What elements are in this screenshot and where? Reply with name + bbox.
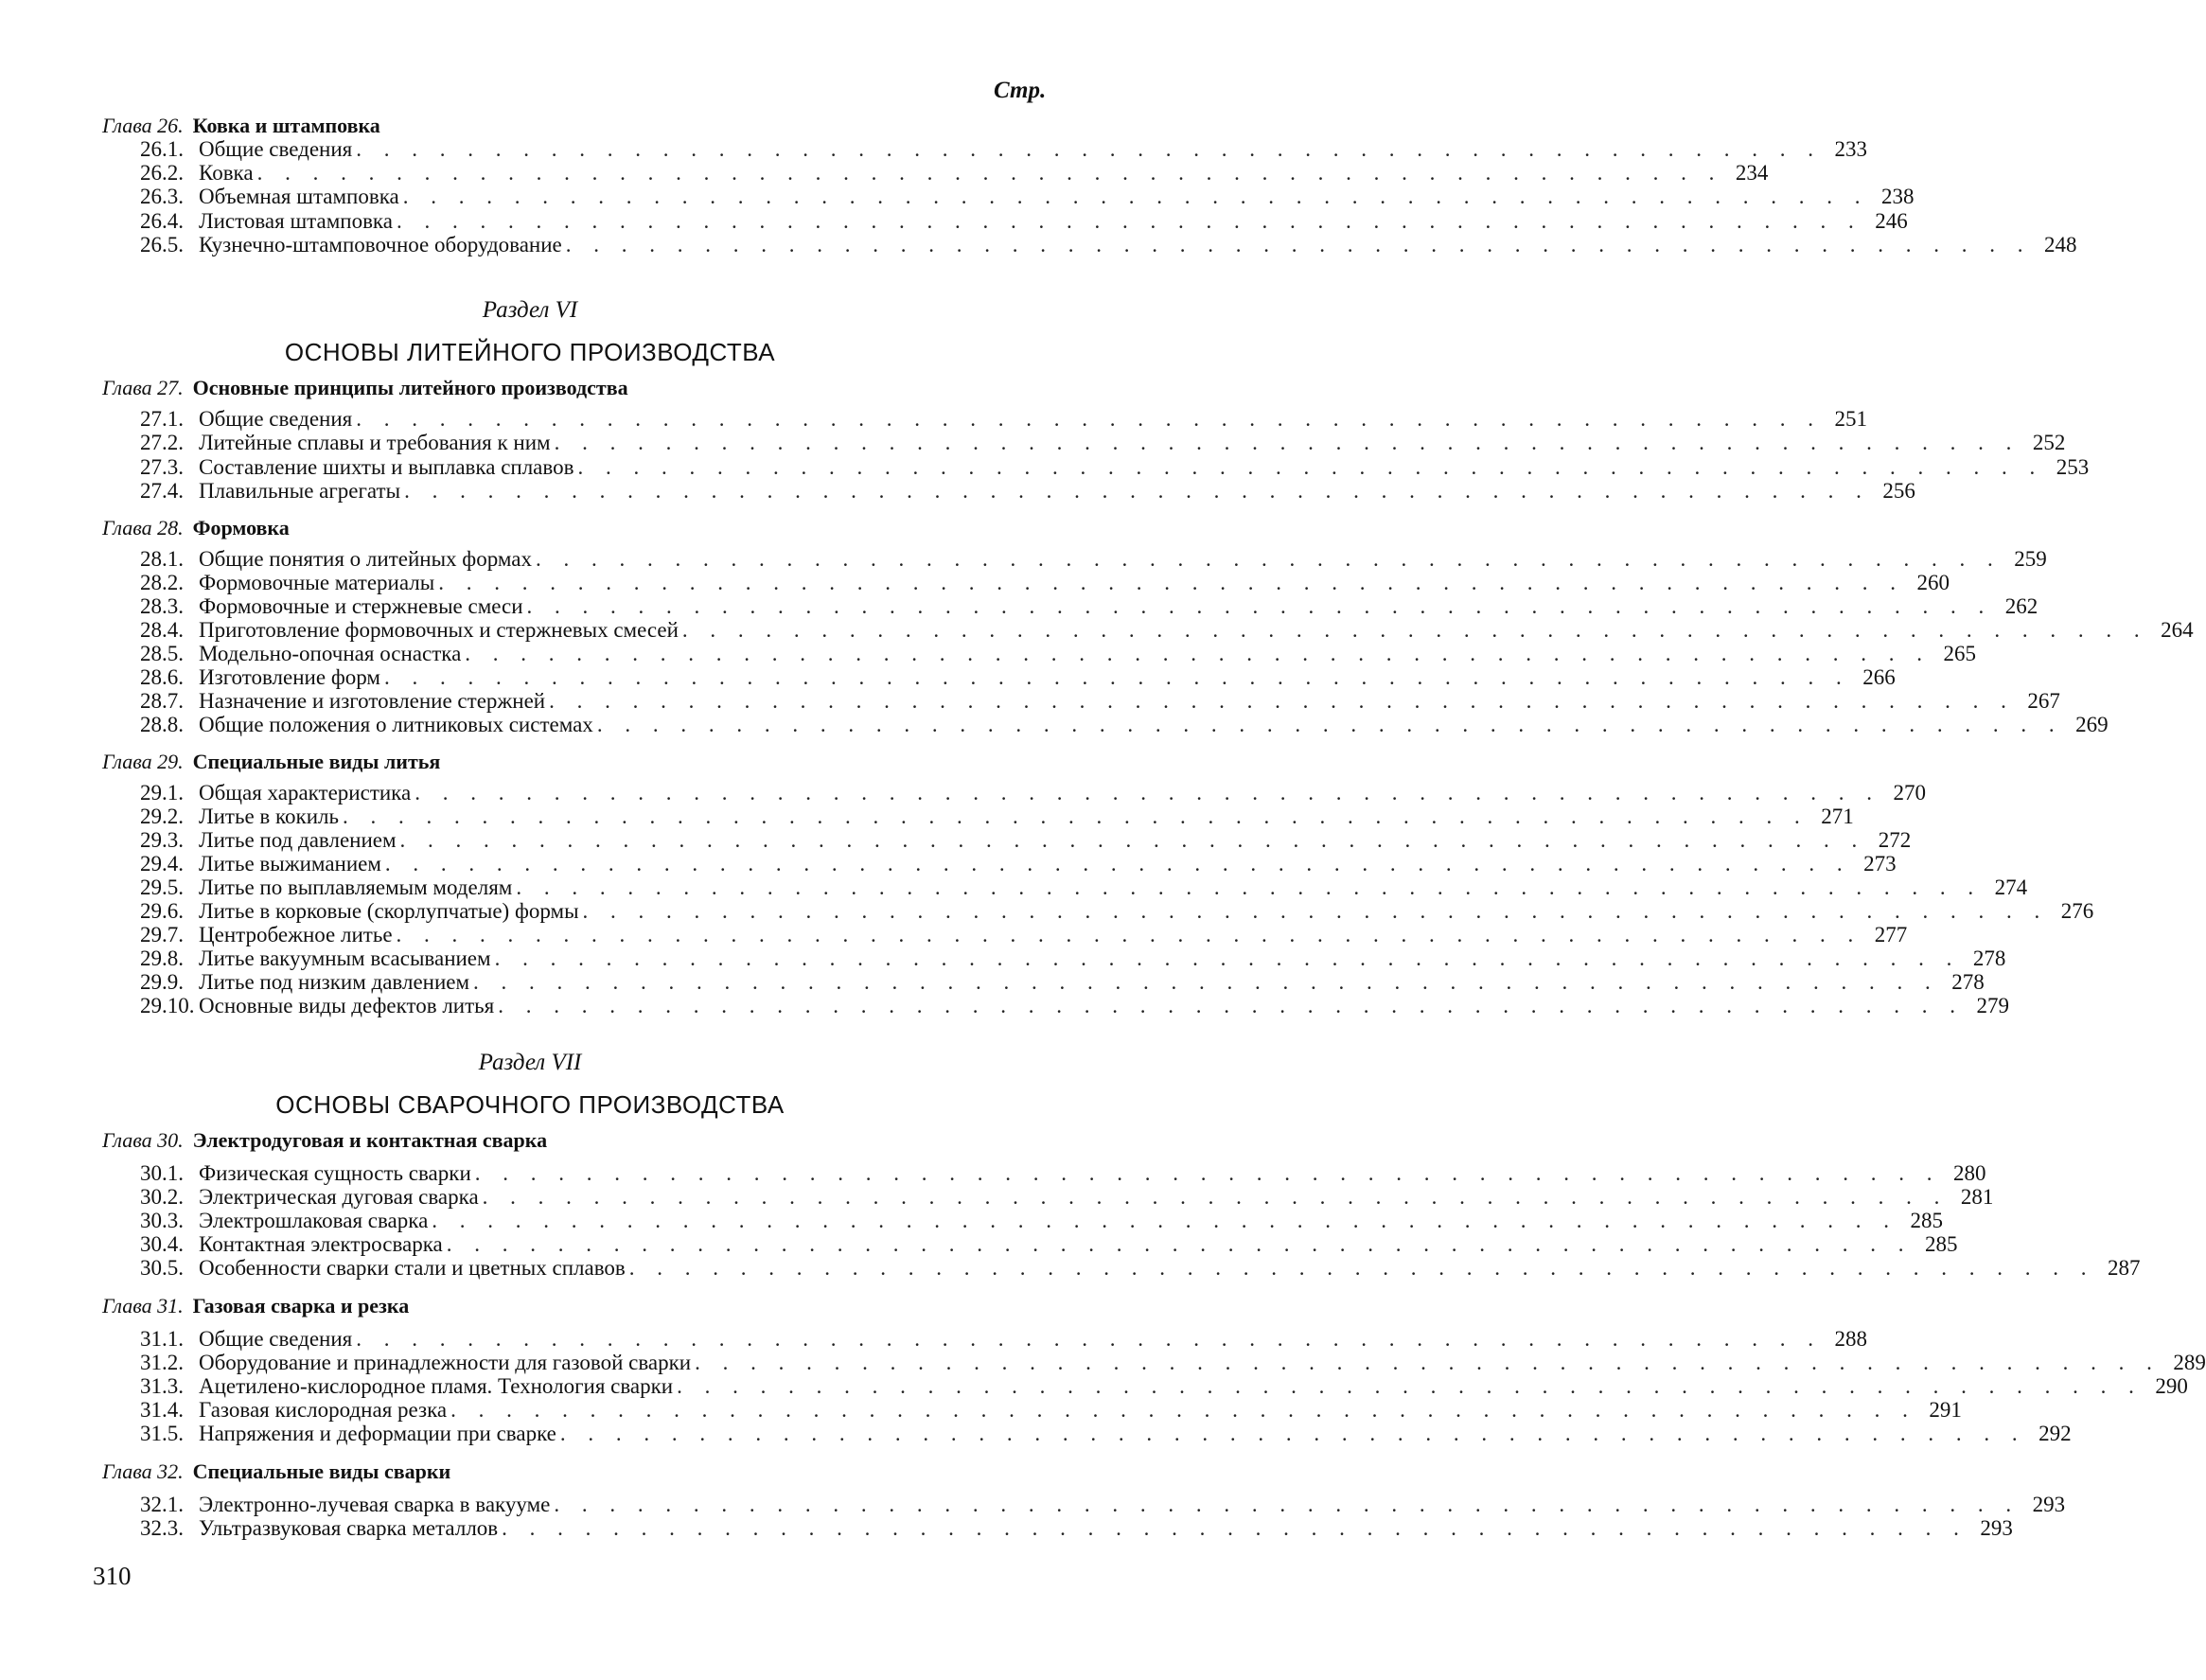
chapter-heading	[102, 374, 1049, 402]
entry-page-number: 259	[2014, 547, 2047, 571]
page-number: 310	[93, 1562, 132, 1590]
entry-title: Центробежное литье	[199, 923, 393, 946]
dot-leader: . . . . . . . . . . . . . . . . . . . . . . . . . . . . . . . . . . . . . . . . . . . . . . . . . . . . .	[404, 479, 1870, 503]
dot-leader: . . . . . . . . . . . . . . . . . . . . . . . . . . . . . . . . . . . . . . . . . . . . . . . . . . . . .	[577, 455, 2044, 479]
entry-number: 29.10.	[140, 994, 195, 1017]
entry-number: 31.1.	[140, 1327, 184, 1351]
entry-title: Литье в корковые (скорлупчатые) формы	[199, 899, 579, 923]
dot-leader: . . . . . . . . . . . . . . . . . . . . . . . . . . . . . . . . . . . . . . . . . . . . . . . . . . . . .	[356, 407, 1822, 431]
dot-leader: . . . . . . . . . . . . . . . . . . . . . . . . . . . . . . . . . . . . . . . . . . . . . . . . . . . . .	[628, 1256, 2095, 1280]
toc-entry	[140, 946, 2006, 970]
entry-number: 32.1.	[140, 1493, 184, 1516]
dot-leader: . . . . . . . . . . . . . . . . . . . . . . . . . . . . . . . . . . . . . . . . . . . . . . . . . . . . .	[438, 571, 1904, 594]
entry-page-number: 293	[2032, 1493, 2066, 1516]
toc-entry	[140, 431, 2066, 454]
chapter-title: Специальные виды литья	[192, 750, 441, 773]
chapter-title: Основные принципы литейного производства	[192, 376, 628, 399]
entry-title: Особенности сварки стали и цветных сплавов	[199, 1256, 626, 1280]
entry-title: Формовочные и стержневые смеси	[199, 594, 523, 618]
toc-entry	[140, 1327, 1867, 1351]
entry-page-number: 278	[1972, 946, 2006, 970]
chapter-number: Глава 30.	[102, 1128, 184, 1152]
entry-title: Общие сведения	[199, 407, 353, 431]
entry-number: 29.3.	[140, 828, 184, 852]
entry-title: Общая характеристика	[199, 781, 412, 805]
entry-page-number: 260	[1916, 571, 1950, 594]
entry-page-number: 281	[1960, 1185, 1994, 1209]
toc-entry	[140, 1493, 2066, 1516]
dot-leader: . . . . . . . . . . . . . . . . . . . . . . . . . . . . . . . . . . . . . . . . . . . . . . . . . . . . .	[474, 1161, 1941, 1185]
toc-entry	[140, 161, 1769, 185]
toc-entry	[140, 899, 2094, 923]
dot-leader: . . . . . . . . . . . . . . . . . . . . . . . . . . . . . . . . . . . . . . . . . . . . . . . . . . . . .	[473, 970, 1939, 994]
entry-title: Физическая сущность сварки	[199, 1161, 471, 1185]
toc-entry	[140, 1209, 1944, 1232]
toc-entry	[140, 455, 2090, 479]
toc-entry	[140, 137, 1867, 161]
entry-number: 30.3.	[140, 1209, 184, 1232]
entry-title: Литье вакуумным всасыванием	[199, 946, 491, 970]
chapter-heading	[102, 1458, 1049, 1486]
entry-title: Литье по выплавляемым моделям	[199, 875, 513, 899]
section-title: ОСНОВЫ ЛИТЕЙНОГО ПРОИЗВОДСТВА	[284, 338, 776, 366]
toc-entry	[140, 875, 2028, 899]
entry-number: 29.7.	[140, 923, 184, 946]
chapter-title: Специальные виды сварки	[192, 1459, 451, 1483]
entry-number: 30.4.	[140, 1232, 184, 1256]
entry-page-number: 289	[2173, 1351, 2206, 1374]
entry-page-number: 248	[2044, 233, 2077, 256]
entry-page-number: 266	[1862, 665, 1896, 689]
chapter-title: Газовая сварка и резка	[192, 1294, 410, 1317]
dot-leader: . . . . . . . . . . . . . . . . . . . . . . . . . . . . . . . . . . . . . . . . . . . . . . . . . . . . .	[383, 665, 1850, 689]
entry-number: 28.7.	[140, 689, 184, 713]
chapter-number: Глава 32.	[102, 1459, 184, 1483]
toc-entry	[140, 1398, 1962, 1422]
dot-leader: . . . . . . . . . . . . . . . . . . . . . . . . . . . . . . . . . . . . . . . . . . . . . . . . . . . . .	[535, 547, 2002, 571]
chapter-heading	[102, 748, 1049, 776]
toc-entry	[140, 209, 1908, 233]
entry-page-number: 270	[1893, 781, 1926, 805]
chapter-heading	[102, 1126, 1049, 1155]
entry-title: Литье под давлением	[199, 828, 397, 852]
entry-title: Общие положения о литниковых системах	[199, 713, 593, 736]
dot-leader: . . . . . . . . . . . . . . . . . . . . . . . . . . . . . . . . . . . . . . . . . . . . . . . . . . . . .	[565, 233, 2032, 256]
chapter-heading	[102, 1292, 1049, 1320]
entry-number: 29.4.	[140, 852, 184, 875]
entry-number: 28.2.	[140, 571, 184, 594]
dot-leader: . . . . . . . . . . . . . . . . . . . . . . . . . . . . . . . . . . . . . . . . . . . . . . . . . . . . .	[256, 161, 1723, 185]
toc-entry	[140, 1422, 2072, 1445]
entry-title: Литейные сплавы и требования к ним	[199, 431, 551, 454]
toc-entry	[140, 1516, 2013, 1540]
entry-page-number: 287	[2108, 1256, 2141, 1280]
entry-page-number: 271	[1821, 805, 1854, 828]
dot-leader: . . . . . . . . . . . . . . . . . . . . . . . . . . . . . . . . . . . . . . . . . . . . . . . . . . . . .	[342, 805, 1809, 828]
dot-leader: . . . . . . . . . . . . . . . . . . . . . . . . . . . . . . . . . . . . . . . . . . . . . . . . . . . . .	[582, 899, 2049, 923]
entry-number: 26.4.	[140, 209, 184, 233]
entry-title: Плавильные агрегаты	[199, 479, 401, 503]
entry-page-number: 269	[2075, 713, 2109, 736]
entry-page-number: 273	[1863, 852, 1897, 875]
toc-entry	[140, 689, 2060, 713]
entry-number: 28.1.	[140, 547, 184, 571]
toc-entry	[140, 1232, 1958, 1256]
dot-leader: . . . . . . . . . . . . . . . . . . . . . . . . . . . . . . . . . . . . . . . . . . . . . . . . . . . . .	[450, 1398, 1916, 1422]
dot-leader: . . . . . . . . . . . . . . . . . . . . . . . . . . . . . . . . . . . . . . . . . . . . . . . . . . . . .	[432, 1209, 1898, 1232]
entry-page-number: 291	[1929, 1398, 1962, 1422]
entry-number: 31.3.	[140, 1374, 184, 1398]
toc-entry	[140, 571, 1950, 594]
dot-leader: . . . . . . . . . . . . . . . . . . . . . . . . . . . . . . . . . . . . . . . . . . . . . . . . . . . . .	[695, 1351, 2161, 1374]
toc-entry	[140, 805, 1854, 828]
toc-entry	[140, 970, 1985, 994]
section-label: Раздел VII	[478, 1050, 582, 1075]
entry-number: 32.3.	[140, 1516, 184, 1540]
dot-leader: . . . . . . . . . . . . . . . . . . . . . . . . . . . . . . . . . . . . . . . . . . . . . . . . . . . . .	[402, 185, 1869, 208]
entry-title: Составление шихты и выплавка сплавов	[199, 455, 574, 479]
entry-number: 27.1.	[140, 407, 184, 431]
entry-number: 26.1.	[140, 137, 184, 161]
dot-leader: . . . . . . . . . . . . . . . . . . . . . . . . . . . . . . . . . . . . . . . . . . . . . . . . . . . . .	[677, 1374, 2143, 1398]
entry-page-number: 238	[1881, 185, 1915, 208]
dot-leader: . . . . . . . . . . . . . . . . . . . . . . . . . . . . . . . . . . . . . . . . . . . . . . . . . . . . .	[396, 209, 1862, 233]
chapter-number: Глава 31.	[102, 1294, 184, 1317]
entry-title: Листовая штамповка	[199, 209, 393, 233]
toc-entry	[140, 594, 2038, 618]
dot-leader: . . . . . . . . . . . . . . . . . . . . . . . . . . . . . . . . . . . . . . . . . . . . . . . . . . . . .	[446, 1232, 1913, 1256]
entry-title: Электронно-лучевая сварка в вакууме	[199, 1493, 551, 1516]
dot-leader: . . . . . . . . . . . . . . . . . . . . . . . . . . . . . . . . . . . . . . . . . . . . . . . . . . . . .	[526, 594, 1993, 618]
dot-leader: . . . . . . . . . . . . . . . . . . . . . . . . . . . . . . . . . . . . . . . . . . . . . . . . . . . . .	[494, 946, 1961, 970]
entry-title: Оборудование и принадлежности для газовой сварки	[199, 1351, 692, 1374]
entry-page-number: 246	[1875, 209, 1908, 233]
entry-number: 26.2.	[140, 161, 184, 185]
entry-page-number: 288	[1834, 1327, 1867, 1351]
entry-number: 28.4.	[140, 618, 184, 642]
toc-entry	[140, 618, 2194, 642]
entry-page-number: 280	[1953, 1161, 1986, 1185]
dot-leader: . . . . . . . . . . . . . . . . . . . . . . . . . . . . . . . . . . . . . . . . . . . . . . . . . . . . .	[356, 137, 1822, 161]
entry-number: 29.1.	[140, 781, 184, 805]
toc-entry	[140, 1185, 1994, 1209]
dot-leader: . . . . . . . . . . . . . . . . . . . . . . . . . . . . . . . . . . . . . . . . . . . . . . . . . . . . .	[554, 1493, 2021, 1516]
entry-title: Ацетилено-кислородное пламя. Технология сварки	[199, 1374, 674, 1398]
entry-page-number: 267	[2027, 689, 2060, 713]
entry-title: Кузнечно-штамповочное оборудование	[199, 233, 562, 256]
entry-page-number: 251	[1834, 407, 1867, 431]
entry-title: Контактная электросварка	[199, 1232, 443, 1256]
entry-title: Объемная штамповка	[199, 185, 399, 208]
dot-leader: . . . . . . . . . . . . . . . . . . . . . . . . . . . . . . . . . . . . . . . . . . . . . . . . . . . . .	[516, 875, 1983, 899]
toc-entry	[140, 547, 2047, 571]
dot-leader: . . . . . . . . . . . . . . . . . . . . . . . . . . . . . . . . . . . . . . . . . . . . . . . . . . . . .	[396, 923, 1862, 946]
entry-page-number: 285	[1925, 1232, 1958, 1256]
entry-page-number: 262	[2004, 594, 2038, 618]
entry-page-number: 234	[1735, 161, 1769, 185]
toc-entry	[140, 1256, 2141, 1280]
chapter-heading	[102, 514, 1049, 542]
entry-page-number: 276	[2060, 899, 2094, 923]
toc-entry	[140, 713, 2109, 736]
dot-leader: . . . . . . . . . . . . . . . . . . . . . . . . . . . . . . . . . . . . . . . . . . . . . . . . . . . . .	[549, 689, 2015, 713]
entry-number: 29.2.	[140, 805, 184, 828]
chapter-title: Ковка и штамповка	[192, 114, 380, 137]
entry-page-number: 278	[1951, 970, 1985, 994]
entry-title: Модельно-опочная оснастка	[199, 642, 462, 665]
entry-page-number: 233	[1834, 137, 1867, 161]
entry-title: Литье выжиманием	[199, 852, 381, 875]
entry-number: 29.8.	[140, 946, 184, 970]
dot-leader: . . . . . . . . . . . . . . . . . . . . . . . . . . . . . . . . . . . . . . . . . . . . . . . . . . . . .	[482, 1185, 1949, 1209]
dot-leader: . . . . . . . . . . . . . . . . . . . . . . . . . . . . . . . . . . . . . . . . . . . . . . . . . . . . .	[465, 642, 1932, 665]
dot-leader: . . . . . . . . . . . . . . . . . . . . . . . . . . . . . . . . . . . . . . . . . . . . . . . . . . . . .	[559, 1422, 2026, 1445]
dot-leader: . . . . . . . . . . . . . . . . . . . . . . . . . . . . . . . . . . . . . . . . . . . . . . . . . . . . .	[399, 828, 1866, 852]
entry-number: 27.4.	[140, 479, 184, 503]
entry-number: 31.5.	[140, 1422, 184, 1445]
dot-leader: . . . . . . . . . . . . . . . . . . . . . . . . . . . . . . . . . . . . . . . . . . . . . . . . . . . . .	[554, 431, 2021, 454]
entry-title: Назначение и изготовление стержней	[199, 689, 546, 713]
toc-entry	[140, 665, 1896, 689]
entry-title: Приготовление формовочных и стержневых смесей	[199, 618, 679, 642]
chapter-number: Глава 28.	[102, 516, 184, 539]
entry-page-number: 274	[1994, 875, 2028, 899]
entry-number: 30.1.	[140, 1161, 184, 1185]
entry-title: Электрошлаковая сварка	[199, 1209, 429, 1232]
toc-entry	[140, 781, 1926, 805]
entry-number: 30.2.	[140, 1185, 184, 1209]
chapter-title: Электродуговая и контактная сварка	[192, 1128, 548, 1152]
toc-entry	[140, 1374, 2188, 1398]
entry-number: 26.5.	[140, 233, 184, 256]
dot-leader: . . . . . . . . . . . . . . . . . . . . . . . . . . . . . . . . . . . . . . . . . . . . . . . . . . . . .	[498, 994, 1964, 1017]
entry-number: 31.4.	[140, 1398, 184, 1422]
toc-entry	[140, 233, 2077, 256]
dot-leader: . . . . . . . . . . . . . . . . . . . . . . . . . . . . . . . . . . . . . . . . . . . . . . . . . . . . .	[356, 1327, 1822, 1351]
entry-title: Основные виды дефектов литья	[199, 994, 495, 1017]
chapter-number: Глава 29.	[102, 750, 184, 773]
entry-title: Общие сведения	[199, 1327, 353, 1351]
toc-entry	[140, 185, 1915, 208]
entry-page-number: 256	[1882, 479, 1915, 503]
entry-number: 28.3.	[140, 594, 184, 618]
toc-entry	[140, 923, 1908, 946]
entry-page-number: 293	[1980, 1516, 2013, 1540]
toc-entry	[140, 1351, 2206, 1374]
entry-title: Напряжения и деформации при сварке	[199, 1422, 556, 1445]
entry-title: Ковка	[199, 161, 254, 185]
entry-page-number: 290	[2155, 1374, 2188, 1398]
entry-title: Электрическая дуговая сварка	[199, 1185, 479, 1209]
entry-title: Формовочные материалы	[199, 571, 435, 594]
toc-entry	[140, 852, 1897, 875]
entry-title: Изготовление форм	[199, 665, 380, 689]
chapter-title: Формовка	[192, 516, 290, 539]
toc-entry	[140, 994, 2009, 1017]
section-label: Раздел VI	[482, 297, 578, 323]
entry-number: 29.5.	[140, 875, 184, 899]
dot-leader: . . . . . . . . . . . . . . . . . . . . . . . . . . . . . . . . . . . . . . . . . . . . . . . . . . . . .	[384, 852, 1851, 875]
entry-number: 27.3.	[140, 455, 184, 479]
entry-title: Общие сведения	[199, 137, 353, 161]
entry-page-number: 265	[1943, 642, 1977, 665]
chapter-number: Глава 26.	[102, 114, 184, 137]
entry-title: Газовая кислородная резка	[199, 1398, 448, 1422]
entry-number: 28.6.	[140, 665, 184, 689]
chapter-heading	[102, 112, 1049, 140]
section-title: ОСНОВЫ СВАРОЧНОГО ПРОИЗВОДСТВА	[275, 1090, 785, 1119]
entry-page-number: 292	[2038, 1422, 2072, 1445]
dot-leader: . . . . . . . . . . . . . . . . . . . . . . . . . . . . . . . . . . . . . . . . . . . . . . . . . . . . .	[596, 713, 2063, 736]
toc-entry	[140, 407, 1867, 431]
entry-page-number: 264	[2161, 618, 2194, 642]
entry-number: 31.2.	[140, 1351, 184, 1374]
entry-page-number: 279	[1976, 994, 2009, 1017]
toc-entry	[140, 828, 1912, 852]
toc-entry	[140, 1161, 1986, 1185]
entry-number: 27.2.	[140, 431, 184, 454]
toc-entry	[140, 479, 1915, 503]
entry-number: 28.8.	[140, 713, 184, 736]
entry-title: Общие понятия о литейных формах	[199, 547, 532, 571]
entry-page-number: 253	[2056, 455, 2090, 479]
dot-leader: . . . . . . . . . . . . . . . . . . . . . . . . . . . . . . . . . . . . . . . . . . . . . . . . . . . . .	[681, 618, 2148, 642]
entry-page-number: 285	[1910, 1209, 1944, 1232]
entry-title: Литье под низким давлением	[199, 970, 470, 994]
entry-number: 29.6.	[140, 899, 184, 923]
chapter-number: Глава 27.	[102, 376, 184, 399]
entry-page-number: 277	[1874, 923, 1908, 946]
entry-number: 29.9.	[140, 970, 184, 994]
entry-page-number: 252	[2032, 431, 2066, 454]
entry-number: 30.5.	[140, 1256, 184, 1280]
page-column-header: Стр.	[994, 78, 1047, 103]
dot-leader: . . . . . . . . . . . . . . . . . . . . . . . . . . . . . . . . . . . . . . . . . . . . . . . . . . . . .	[502, 1516, 1968, 1540]
entry-number: 28.5.	[140, 642, 184, 665]
dot-leader: . . . . . . . . . . . . . . . . . . . . . . . . . . . . . . . . . . . . . . . . . . . . . . . . . . . . .	[415, 781, 1880, 805]
entry-number: 26.3.	[140, 185, 184, 208]
entry-page-number: 272	[1878, 828, 1912, 852]
toc-entry	[140, 642, 1977, 665]
entry-title: Ультразвуковая сварка металлов	[199, 1516, 499, 1540]
entry-title: Литье в кокиль	[199, 805, 339, 828]
